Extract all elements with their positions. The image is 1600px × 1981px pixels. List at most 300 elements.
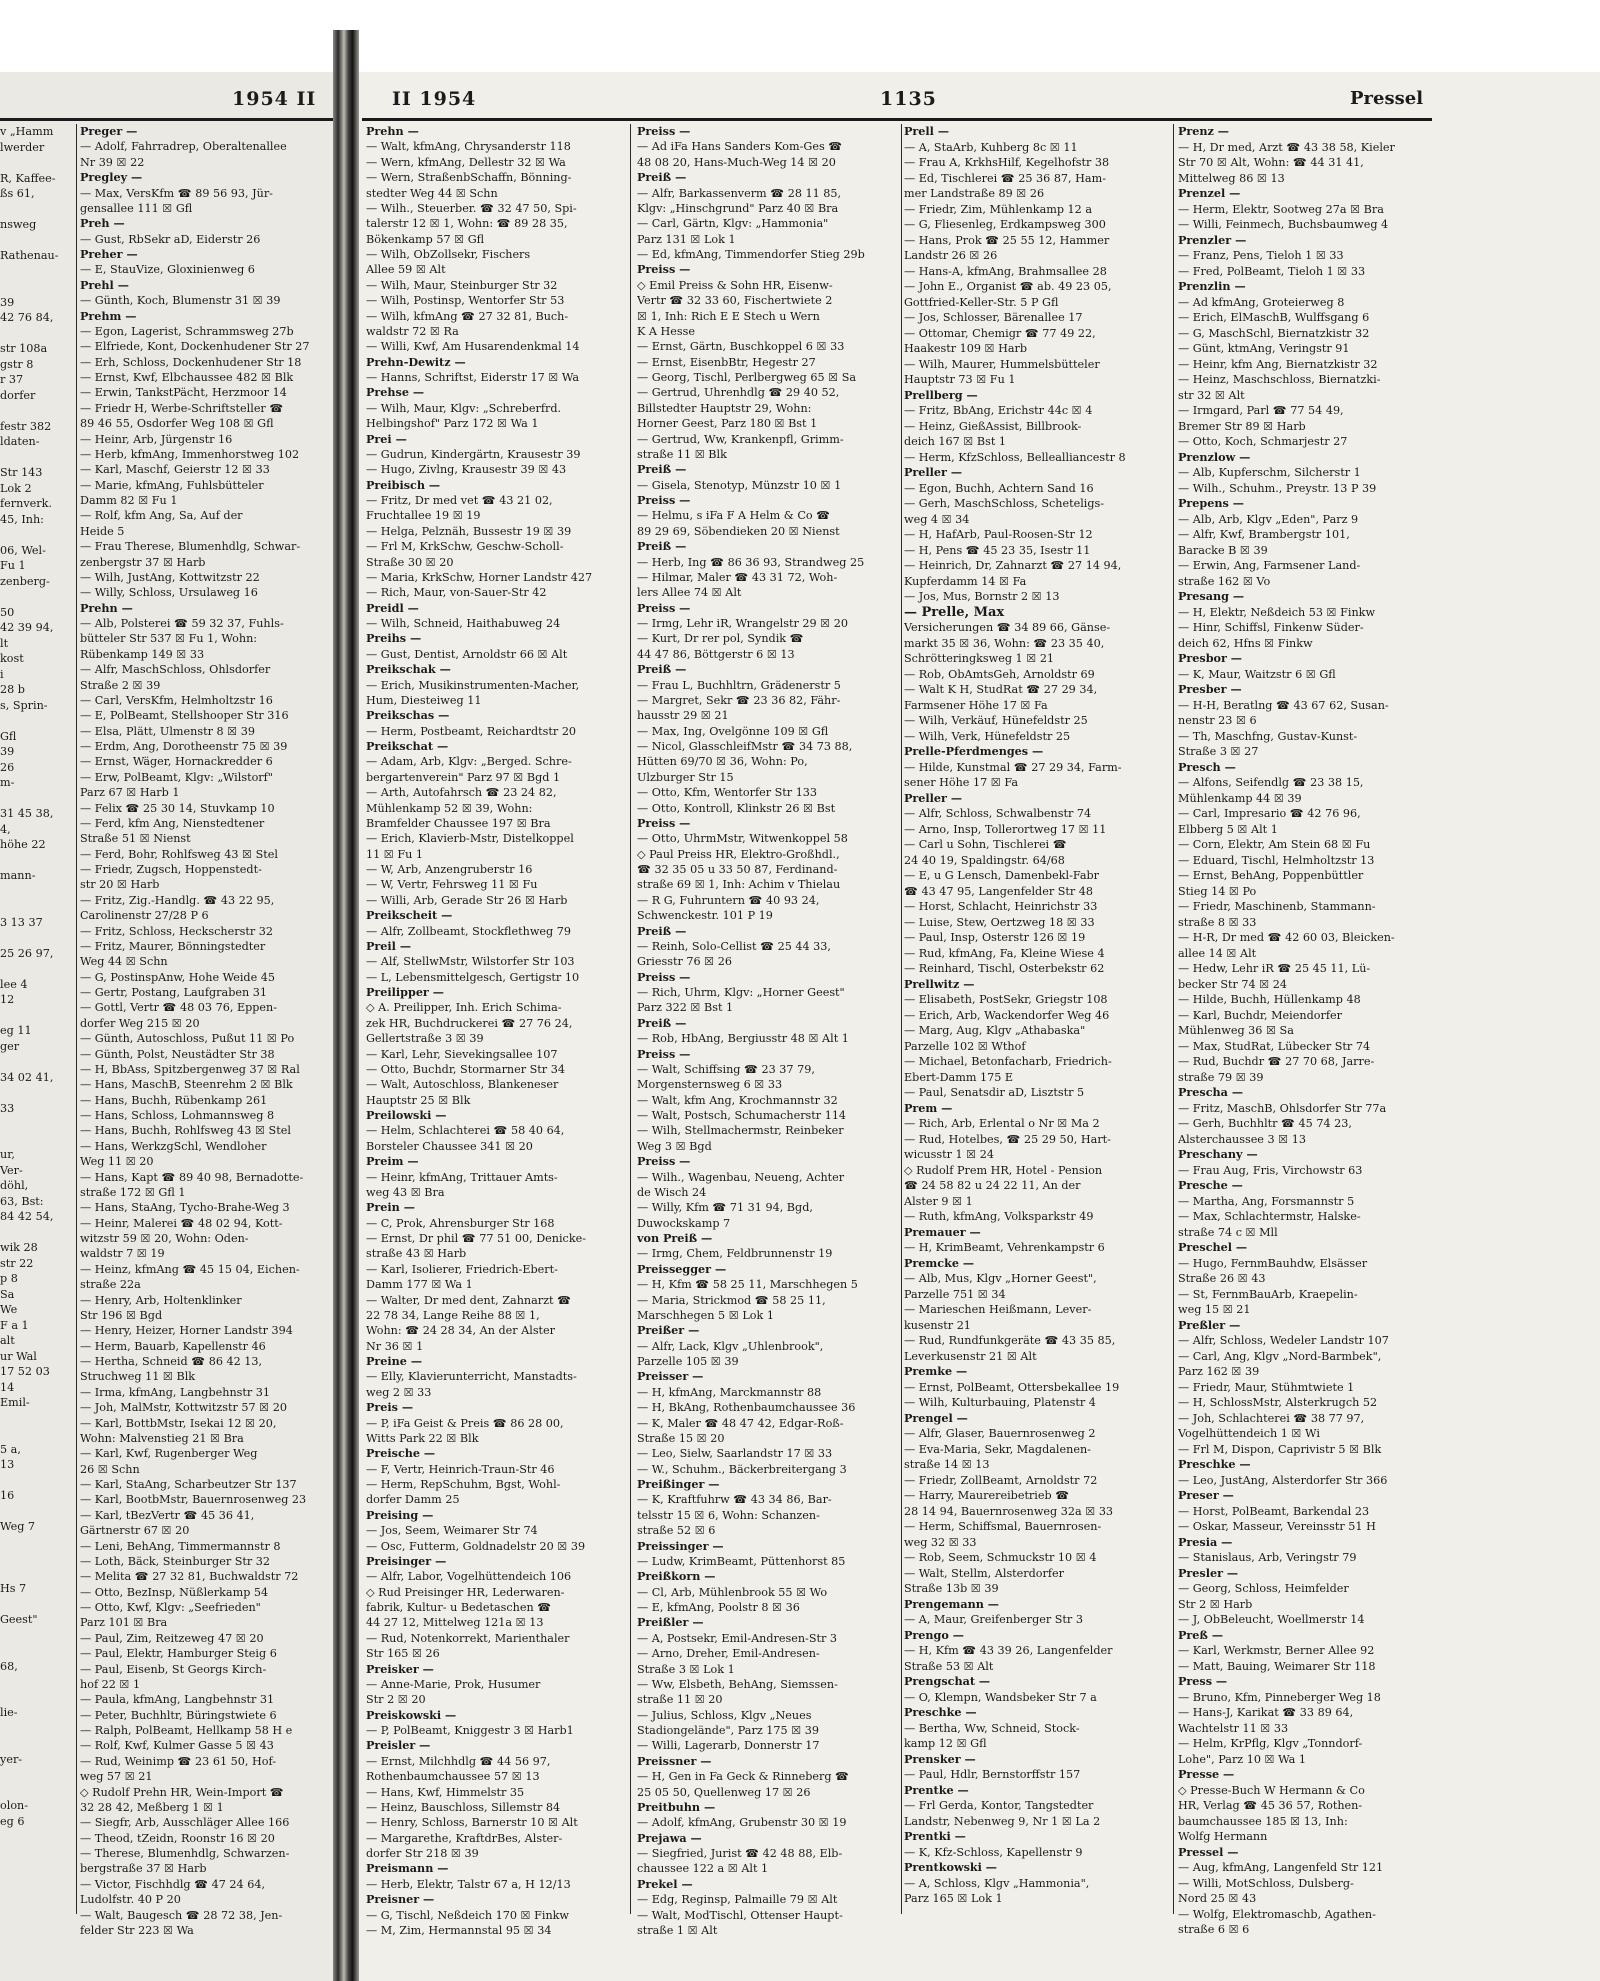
directory-line: 24 40 19, Spaldingstr. 64/68: [904, 853, 1065, 867]
directory-line: — Friedr, Maur, Stühmtwiete 1: [1178, 1380, 1355, 1394]
directory-line: [0, 884, 78, 900]
directory-line: [0, 1054, 78, 1070]
directory-line: Bramfelder Chaussee 197 ☒ Bra: [366, 816, 551, 830]
directory-line: — Harry, Maurereibetrieb ☎: [904, 1489, 1070, 1502]
directory-line: — E, u G Lensch, Damenbekl-Fabr: [904, 869, 1100, 882]
directory-line: Preiß —: [637, 1015, 687, 1030]
directory-line: straße 74 c ☒ Mll: [1178, 1225, 1278, 1239]
directory-line: Mühlenkamp 52 ☒ 39, Wohn:: [366, 801, 533, 815]
directory-line: Premke —: [904, 1364, 968, 1378]
directory-line: — Ernst, EisenbBtr, Hegestr 27: [637, 355, 816, 369]
directory-line: Rothenbaumchaussee 57 ☒ 13: [366, 1770, 540, 1784]
directory-line: — Alfr, MaschSchloss, Ohlsdorfer: [80, 663, 271, 677]
directory-line: — Frau Aug, Fris, Virchowstr 63: [1178, 1163, 1363, 1177]
directory-line: Preiss —: [637, 1046, 691, 1061]
directory-line: [0, 1116, 78, 1132]
directory-line: markt 35 ☒ 36, Wohn: ☎ 23 35 40,: [904, 636, 1105, 650]
directory-line: — Marie, kfmAng, Fuhlsbütteler: [80, 478, 264, 492]
directory-line: — Eva-Maria, Sekr, Magdalenen-: [904, 1442, 1091, 1456]
directory-line: — Karl, Lehr, Sievekingsallee 107: [366, 1047, 558, 1061]
directory-line: Weg 3 ☒ Bgd: [637, 1139, 712, 1153]
directory-line: — Oskar, Masseur, Vereinsstr 51 H: [1178, 1520, 1376, 1533]
directory-line: [0, 1783, 78, 1799]
directory-line: — Herb, Ing ☎ 86 36 93, Strandweg 25: [637, 555, 865, 569]
directory-line: Preising —: [366, 1507, 434, 1522]
directory-line: olon-: [0, 1799, 29, 1812]
directory-line: — Herm, Bauarb, Kapellenstr 46: [80, 1339, 266, 1353]
directory-line: — Fritz, Maurer, Bönningstedter: [80, 939, 266, 953]
directory-line: 25 05 50, Quellenweg 17 ☒ 26: [637, 1785, 811, 1799]
directory-line: Prentke —: [904, 1782, 969, 1797]
directory-line: — G, PostinspAnw, Hohe Weide 45: [80, 970, 276, 984]
directory-line: — Gertrud, Uhrenhdlg ☎ 29 40 52,: [637, 386, 840, 400]
directory-line: Prem —: [904, 1100, 953, 1115]
directory-line: Preihs —: [366, 631, 422, 646]
directory-line: — Heinz, kfmAng ☎ 45 15 04, Eichen-: [80, 1262, 300, 1276]
directory-line: 26: [0, 760, 15, 774]
directory-line: — Paul, Zim, Reitzeweg 47 ☒ 20: [80, 1631, 264, 1645]
right-page-year: II 1954: [392, 88, 477, 110]
directory-line: Preiskowski —: [366, 1707, 457, 1722]
directory-line: — Hans, Prok ☎ 25 55 12, Hammer: [904, 233, 1110, 247]
directory-line: — Rich, Maur, von-Sauer-Str 42: [366, 586, 547, 600]
directory-line: — John E., Organist ☎ ab. 49 23 05,: [904, 280, 1112, 293]
directory-line: 89 29 69, Söbendieken 20 ☒ Nienst: [637, 524, 840, 538]
directory-line: 4,: [0, 822, 11, 836]
directory-line: — Ralph, PolBeamt, Hellkamp 58 H e: [80, 1724, 293, 1737]
directory-line: — Frl M, Dispon, Caprivistr 5 ☒ Blk: [1178, 1442, 1382, 1456]
directory-line: straße 22a: [80, 1278, 141, 1292]
directory-line: — Fritz, Zig.-Handlg. ☎ 43 22 95,: [80, 893, 275, 907]
directory-line: hausstr 29 ☒ 21: [637, 709, 729, 723]
directory-line: Prehse —: [366, 385, 425, 400]
directory-line: 44 47 86, Böttgerstr 6 ☒ 13: [637, 647, 795, 661]
directory-line: fabrik, Kultur- u Bedetaschen ☎: [366, 1601, 552, 1614]
directory-line: Hs 7: [0, 1582, 27, 1595]
directory-line: s, Sprin-: [0, 698, 48, 712]
directory-line: i: [0, 667, 4, 681]
directory-line: Stadiongelände", Parz 175 ☒ 39: [637, 1724, 820, 1737]
directory-line: Carolinenstr 27/28 P 6: [80, 909, 209, 923]
directory-line: Prejawa —: [637, 1830, 702, 1845]
directory-line: — Elfriede, Kont, Dockenhudener Str 27: [80, 340, 310, 354]
directory-list: [1178, 124, 1432, 1938]
directory-line: [0, 589, 78, 605]
directory-line: — H, kfmAng, Marckmannstr 88: [637, 1385, 822, 1399]
directory-line: — Willy, Schloss, Ursulaweg 16: [80, 586, 258, 600]
directory-line: Presch —: [1178, 759, 1236, 774]
stub-list: [0, 124, 78, 1829]
directory-line: straße 6 ☒ 6: [1178, 1923, 1250, 1936]
directory-line: — Erw, PolBeamt, Klgv: „Wilstorf": [80, 770, 273, 784]
directory-line: — Alf, StellwMstr, Wilstorfer Str 103: [366, 955, 575, 969]
directory-line: — Willi, Lagerarb, Donnerstr 17: [637, 1739, 820, 1753]
directory-line: Wolfg Hermann: [1178, 1830, 1268, 1843]
directory-line: Parz 162 ☒ 39: [1178, 1365, 1260, 1378]
directory-line: Presbor —: [1178, 651, 1242, 665]
directory-line: — C, Prok, Ahrensburger Str 168: [366, 1216, 555, 1230]
directory-line: — Martha, Ang, Forsmannstr 5: [1178, 1194, 1355, 1208]
directory-line: — Alb, Kupferschm, Silcherstr 1: [1178, 466, 1361, 479]
directory-line: — H, Pens ☎ 45 23 35, Isestr 11: [904, 543, 1091, 557]
directory-line: ur Wal: [0, 1349, 37, 1363]
directory-line: chaussee 122 a ☒ Alt 1: [637, 1862, 769, 1876]
directory-line: straße 11 ☒ 20: [637, 1693, 723, 1707]
directory-line: Preis —: [366, 1400, 414, 1415]
directory-line: m-: [0, 776, 15, 789]
directory-line: Borsteler Chaussee 341 ☒ 20: [366, 1139, 533, 1153]
directory-line: Parzelle 102 ☒ Wthof: [904, 1039, 1026, 1053]
directory-line: höhe 22: [0, 838, 46, 851]
directory-line: Prellwitz —: [904, 976, 975, 991]
directory-line: festr 382: [0, 419, 52, 433]
directory-line: Vertr ☎ 32 33 60, Fischertwiete 2: [637, 294, 833, 308]
directory-line: — K, Maur, Waitzstr 6 ☒ Gfl: [1178, 667, 1336, 681]
directory-line: Preikschat —: [366, 739, 449, 753]
directory-line: Straße 51 ☒ Nienst: [80, 832, 191, 846]
directory-line: [0, 1674, 78, 1690]
directory-line: — E, StauVize, Gloxinienweg 6: [80, 263, 255, 277]
directory-line: — Irmgard, Parl ☎ 77 54 49,: [1178, 404, 1344, 417]
directory-line: — H, KrimBeamt, Vehrenkampstr 6: [904, 1241, 1105, 1254]
directory-line: — Elly, Klavierunterricht, Manstadts-: [366, 1370, 577, 1384]
directory-line: zek HR, Buchdruckerei ☎ 27 76 24,: [366, 1016, 573, 1030]
directory-line: — Michael, Betonfacharb, Friedrich-: [904, 1055, 1112, 1068]
directory-line: straße 14 ☒ 13: [904, 1458, 990, 1471]
directory-line: [0, 264, 78, 280]
directory-line: Preißer —: [637, 1323, 700, 1338]
directory-line: Presber —: [1178, 682, 1242, 696]
directory-line: Helbingshof" Parz 172 ☒ Wa 1: [366, 417, 539, 431]
directory-line: [0, 1690, 78, 1706]
directory-line: weg 15 ☒ 21: [1178, 1303, 1251, 1316]
directory-line: Straße 26 ☒ 43: [1178, 1272, 1266, 1285]
directory-line: — Wolfg, Elektromaschb, Agathen-: [1178, 1907, 1376, 1921]
directory-line: Preiß —: [637, 923, 687, 938]
directory-line: — Ernst, Wäger, Hornackredder 6: [80, 755, 273, 769]
directory-line: Preschke —: [904, 1705, 977, 1719]
directory-line: lwerder: [0, 140, 45, 154]
directory-line: — Leo, JustAng, Alsterdorfer Str 366: [1178, 1473, 1388, 1487]
directory-line: gensallee 111 ☒ Gfl: [80, 201, 193, 215]
directory-line: — Carl, Impresario ☎ 42 76 96,: [1178, 807, 1361, 820]
directory-line: — Erwin, Ang, Farmsener Land-: [1178, 559, 1361, 572]
directory-line: — E, kfmAng, Poolstr 8 ☒ 36: [637, 1601, 800, 1614]
directory-line: — Rud, Notenkorrekt, Marienthaler: [366, 1631, 570, 1645]
directory-line: — Adolf, kfmAng, Grubenstr 30 ☒ 19: [637, 1816, 847, 1830]
directory-line: — Wilh, Schneid, Haithabuweg 24: [366, 617, 561, 630]
directory-line: — Karl, Kwf, Rugenberger Weg: [80, 1447, 258, 1461]
directory-line: — Wilh., Steuerber. ☎ 32 47 50, Spi-: [366, 201, 577, 215]
directory-line: Wohn: Malvenstieg 21 ☒ Bra: [80, 1431, 244, 1445]
directory-line: — Karl, Maschf, Geierstr 12 ☒ 33: [80, 463, 270, 477]
directory-line: — G, Fliesenleg, Erdkampsweg 300: [904, 218, 1106, 231]
directory-line: Leverkusenstr 21 ☒ Alt: [904, 1349, 1037, 1363]
directory-line: Witts Park 22 ☒ Blk: [366, 1431, 479, 1445]
directory-line: — Cl, Arb, Mühlenbrook 55 ☒ Wo: [637, 1585, 828, 1599]
directory-line: — Heinr, Malerei ☎ 48 02 94, Kott-: [80, 1216, 283, 1230]
directory-line: Straße 13b ☒ 39: [904, 1582, 999, 1595]
directory-line: Preilowski —: [366, 1108, 447, 1122]
directory-line: — Herb, Elektr, Talstr 67 a, H 12/13: [366, 1877, 571, 1891]
directory-line: [0, 450, 78, 466]
directory-line: — W, Vertr, Fehrsweg 11 ☒ Fu: [366, 878, 538, 892]
directory-line: dorfer Str 218 ☒ 39: [366, 1847, 479, 1860]
directory-line: — Günt, ktmAng, Veringstr 91: [1178, 342, 1350, 355]
directory-line: — Otto, BezInsp, Nüßlerkamp 54: [80, 1585, 269, 1599]
directory-line: Nr 39 ☒ 22: [80, 155, 145, 169]
directory-line: wik 28: [0, 1241, 38, 1254]
directory-line: Prentkowski —: [904, 1860, 997, 1874]
directory-line: — Alb, Arb, Klgv „Eden", Parz 9: [1178, 512, 1359, 526]
directory-line: — Horst, Schlacht, Heinrichstr 33: [904, 900, 1098, 913]
directory-line: Prengemann —: [904, 1596, 999, 1611]
directory-line: Horner Geest, Parz 180 ☒ Bst 1: [637, 417, 818, 431]
directory-line: — Melita ☎ 27 32 81, Buchwaldstr 72: [80, 1570, 299, 1584]
directory-line: — Herm, KfzSchloss, Bellealliancestr 8: [904, 450, 1126, 464]
directory-line: ☎ 24 58 82 u 24 22 11, An der: [904, 1179, 1081, 1192]
directory-line: Preller —: [904, 465, 963, 479]
directory-line: von Preiß —: [637, 1231, 713, 1245]
directory-line: Prein —: [366, 1200, 415, 1215]
directory-line: — Karl, Werkmstr, Berner Allee 92: [1178, 1644, 1375, 1657]
directory-line: — Rud, Buchdr ☎ 27 70 68, Jarre-: [1178, 1055, 1375, 1068]
directory-line: wicusstr 1 ☒ 24: [904, 1148, 995, 1161]
directory-line: — Leo, Sielw, Saarlandstr 17 ☒ 33: [637, 1447, 833, 1461]
directory-line: nenstr 23 ☒ 6: [1178, 714, 1257, 727]
directory-line: Press —: [1178, 1674, 1228, 1688]
directory-line: — Willy, Kfm ☎ 71 31 94, Bgd,: [637, 1201, 813, 1215]
directory-line: — P, iFa Geist & Preis ☎ 86 28 00,: [366, 1416, 564, 1430]
directory-line: Preißinger —: [637, 1477, 720, 1491]
directory-line: ☎ 32 35 05 u 33 50 87, Ferdinand-: [637, 863, 838, 876]
directory-line: — Adam, Arb, Klgv: „Berged. Schre-: [366, 755, 572, 769]
directory-line: straße 162 ☒ Vo: [1178, 574, 1271, 588]
directory-line: [0, 1504, 78, 1520]
directory-line: — Erh, Schloss, Dockenhudener Str 18: [80, 355, 302, 369]
directory-line: Preger —: [80, 124, 138, 138]
directory-line: Prenz —: [1178, 124, 1229, 138]
directory-line: straße 172 ☒ Gfl 1: [80, 1185, 186, 1199]
directory-line: [0, 1411, 78, 1427]
directory-line: Straße 2 ☒ 39: [80, 678, 161, 692]
directory-list: [80, 124, 332, 1938]
directory-line: — Wilh, Verkäuf, Hünefeldstr 25: [904, 714, 1088, 727]
directory-line: 84 42 54,: [0, 1210, 54, 1223]
page-number: 1135: [880, 88, 937, 110]
directory-line: — Helmu, s iFa F A Helm & Co ☎: [637, 509, 831, 523]
directory-line: Preser —: [1178, 1488, 1234, 1502]
directory-line: — Friedr H, Werbe-Schriftsteller ☎: [80, 401, 284, 415]
directory-line: Gfl: [0, 729, 17, 743]
directory-line: — Hans, MaschB, Steenrehm 2 ☒ Blk: [80, 1078, 293, 1092]
directory-line: Parzelle 751 ☒ 34: [904, 1287, 1006, 1301]
directory-line: Farmsener Höhe 17 ☒ Fa: [904, 698, 1048, 712]
directory-line: — Ernst, BehAng, Poppenbüttler: [1178, 869, 1364, 882]
directory-line: — Alfr, Schloss, Wedeler Landstr 107: [1178, 1334, 1389, 1347]
directory-line: — Helm, KrPflg, Klgv „Tonndorf-: [1178, 1737, 1363, 1750]
directory-line: — Julius, Schloss, Klgv „Neues: [637, 1708, 812, 1722]
directory-line: — Paul, Insp, Osterstr 126 ☒ 19: [904, 931, 1086, 944]
directory-line: 22 78 34, Lange Reihe 88 ☒ 1,: [366, 1308, 540, 1322]
directory-line: — Günth, Autoschloss, Pußut 11 ☒ Po: [80, 1032, 295, 1046]
directory-line: Preissegger —: [637, 1261, 727, 1276]
directory-line: ◇ Rud Preisinger HR, Lederwaren-: [366, 1585, 565, 1599]
directory-line: — Hans-J, Karikat ☎ 33 89 64,: [1178, 1706, 1354, 1719]
directory-line: 34 02 41,: [0, 1070, 54, 1084]
directory-line: Prellberg —: [904, 387, 978, 402]
directory-line: [0, 1628, 78, 1644]
directory-line: — Fritz, MaschB, Ohlsdorfer Str 77a: [1178, 1101, 1387, 1115]
directory-line: Weg 11 ☒ 20: [80, 1155, 154, 1169]
directory-line: straße 11 ☒ Blk: [637, 447, 727, 461]
directory-line: Preschel —: [1178, 1240, 1248, 1254]
directory-line: straße 8 ☒ 33: [1178, 915, 1257, 929]
directory-line: — Wilh, Stellmachermstr, Reinbeker: [637, 1124, 844, 1138]
directory-line: Prengo —: [904, 1627, 964, 1642]
directory-line: — Wilh, Maur, Steinburger Str 32: [366, 278, 558, 292]
directory-line: Preßler —: [1178, 1317, 1241, 1332]
directory-line: ☎ 43 47 95, Langenfelder Str 48: [904, 884, 1094, 898]
directory-line: 28 14 94, Bauernrosenweg 32a ☒ 33: [904, 1504, 1114, 1518]
directory-line: — Helm, Schlachterei ☎ 58 40 64,: [366, 1124, 565, 1138]
directory-line: Vogelhüttendeich 1 ☒ Wi: [1178, 1427, 1320, 1440]
directory-line: — Hans, Buchh, Rübenkamp 261: [80, 1093, 268, 1107]
directory-line: — Egon, Lagerist, Schrammsweg 27b: [80, 324, 294, 338]
directory-column-1: [366, 124, 620, 1939]
directory-line: 33: [0, 1101, 15, 1115]
directory-line: Premauer —: [904, 1224, 981, 1239]
directory-line: ◇ Presse-Buch W Hermann & Co: [1178, 1783, 1365, 1797]
directory-line: [0, 1550, 78, 1566]
directory-line: deich 62, Hfns ☒ Finkw: [1178, 636, 1313, 650]
directory-line: Straße 30 ☒ 20: [366, 555, 454, 569]
directory-line: — Ernst, PolBeamt, Ottersbekallee 19: [904, 1380, 1120, 1394]
directory-line: — Alfr, Schloss, Schwalbenstr 74: [904, 807, 1092, 820]
directory-line: straße 79 ☒ 39: [1178, 1070, 1264, 1084]
directory-line: Preiß —: [637, 462, 687, 477]
directory-line: Preikschas —: [366, 708, 450, 723]
directory-line: — Friedr, ZollBeamt, Arnoldstr 72: [904, 1473, 1098, 1487]
directory-line: Gellertstraße 3 ☒ 39: [366, 1032, 484, 1046]
directory-column-2: [637, 124, 901, 1939]
directory-line: [0, 1473, 78, 1489]
directory-line: [0, 326, 78, 342]
directory-line: [0, 1085, 78, 1101]
directory-line: — Wilh, ObZollsekr, Fischers: [366, 248, 531, 261]
directory-line: — Erich, Musikinstrumenten-Macher,: [366, 678, 580, 692]
directory-line: Alsterchaussee 3 ☒ 13: [1178, 1132, 1306, 1146]
directory-line: — Gerh, MaschSchloss, Scheteligs-: [904, 497, 1105, 510]
directory-line: — Ed, kfmAng, Timmendorfer Stieg 29b: [637, 248, 865, 261]
directory-line: ◇ Rudolf Prehn HR, Wein-Import ☎: [80, 1785, 284, 1799]
directory-line: — Otto, Koch, Schmarjestr 27: [1178, 435, 1348, 448]
directory-line: — Carl, Ang, Klgv „Nord-Barmbek",: [1178, 1349, 1382, 1363]
directory-line: — Alfr, Barkassenverm ☎ 28 11 85,: [637, 186, 842, 200]
directory-line: 45, Inh:: [0, 512, 44, 526]
directory-line: — Hilde, Buchh, Hüllenkamp 48: [1178, 993, 1361, 1006]
directory-line: — Hugo, FernmBauhdw, Elsässer: [1178, 1256, 1368, 1270]
directory-line: — Henry, Schloss, Barnerstr 10 ☒ Alt: [366, 1816, 578, 1830]
directory-line: — Arth, Autofahrsch ☎ 23 24 82,: [366, 786, 557, 800]
directory-line: — Hanns, Schriftst, Eiderstr 17 ☒ Wa: [366, 371, 580, 384]
directory-line: — Kurt, Dr rer pol, Syndik ☎: [637, 632, 804, 646]
directory-line: eg 6: [0, 1814, 25, 1828]
directory-line: Wachtelstr 11 ☒ 33: [1178, 1721, 1289, 1735]
directory-line: Preiss —: [637, 124, 691, 138]
directory-line: [0, 1721, 78, 1737]
directory-line: Preller —: [904, 790, 963, 805]
header-rule-left: [0, 118, 333, 121]
directory-line: — H, BkAng, Rothenbaumchaussee 36: [637, 1401, 856, 1415]
directory-line: [0, 1643, 78, 1659]
directory-line: [0, 279, 78, 295]
directory-line: — Wilh, Kulturbauing, Platenstr 4: [904, 1396, 1096, 1409]
directory-line: 42 39 94,: [0, 621, 54, 634]
directory-line: 28 b: [0, 683, 25, 696]
directory-line: — Jos, Seem, Weimarer Str 74: [366, 1524, 538, 1538]
directory-line: 63, Bst:: [0, 1194, 44, 1208]
directory-line: — Adolf, Fahrradrep, Oberaltenallee: [80, 140, 287, 154]
directory-line: — Karl, Isolierer, Friedrich-Ebert-: [366, 1262, 558, 1276]
directory-line: Parz 131 ☒ Lok 1: [637, 232, 736, 246]
directory-line: 89 46 55, Osdorfer Weg 108 ☒ Gfl: [80, 417, 274, 431]
directory-line: — Maria, Strickmod ☎ 58 25 11,: [637, 1293, 826, 1307]
directory-line: Hum, Diesteiweg 11: [366, 693, 482, 707]
directory-line: Schrötteringksweg 1 ☒ 21: [904, 652, 1055, 665]
directory-line: Nr 36 ☒ 1: [366, 1339, 424, 1353]
directory-line: — Fritz, BbAng, Erichstr 44c ☒ 4: [904, 404, 1093, 417]
directory-line: Prensker —: [904, 1751, 976, 1766]
directory-line: — Ludw, KrimBeamt, Püttenhorst 85: [637, 1554, 846, 1568]
directory-line: — Ernst, Gärtn, Buschkoppel 6 ☒ 33: [637, 340, 845, 354]
directory-line: Presse —: [1178, 1767, 1235, 1781]
directory-line: — Walt, Autoschloss, Blankeneser: [366, 1078, 559, 1092]
directory-column-3: [904, 124, 1171, 1939]
directory-line: — Heinr, kfm Ang, Biernatzkistr 32: [1178, 357, 1378, 371]
directory-line: Preißkorn —: [637, 1569, 716, 1584]
directory-line: ◇ Paul Preiss HR, Elektro-Großhdl.,: [637, 847, 840, 861]
directory-line: — Ed, Tischlerei ☎ 25 36 87, Ham-: [904, 171, 1106, 185]
directory-line: [0, 961, 78, 977]
directory-line: [0, 233, 78, 249]
directory-line: Preidl —: [366, 600, 419, 615]
directory-line: de Wisch 24: [637, 1185, 707, 1199]
directory-line: Gottfried-Keller-Str. 5 P Gfl: [904, 295, 1059, 309]
directory-line: Parz 101 ☒ Bra: [80, 1616, 168, 1630]
directory-line: — L, Lebensmittelgesch, Gertigstr 10: [366, 970, 580, 984]
directory-line: Prehn-Dewitz —: [366, 354, 466, 369]
directory-line: — Karl, StaAng, Scharbeutzer Str 137: [80, 1478, 297, 1491]
directory-list: [904, 124, 1171, 1907]
directory-line: — Hans, Buchh, Rohlfsweg 43 ☒ Stel: [80, 1124, 291, 1138]
directory-line: — Karl, tBezVertr ☎ 45 36 41,: [80, 1508, 255, 1522]
directory-line: — K, Kraftfuhrw ☎ 43 34 86, Bar-: [637, 1493, 832, 1507]
directory-line: 48 08 20, Hans-Much-Weg 14 ☒ 20: [637, 155, 836, 169]
directory-line: Sa: [0, 1287, 15, 1301]
directory-line: — Walt, ModTischl, Ottenser Haupt-: [637, 1908, 843, 1922]
directory-line: — Walter, Dr med dent, Zahnarzt ☎: [366, 1293, 572, 1307]
directory-line: — Walt K H, StudRat ☎ 27 29 34,: [904, 683, 1098, 696]
directory-line: — Paul, Eisenb, St Georgs Kirch-: [80, 1662, 267, 1676]
directory-line: — H, Kfm ☎ 43 39 26, Langenfelder: [904, 1644, 1113, 1657]
directory-line: — Rich, Arb, Erlental o Nr ☒ Ma 2: [904, 1117, 1100, 1130]
directory-line: — Gust, RbSekr aD, Eiderstr 26: [80, 232, 261, 246]
directory-line: Str 2 ☒ Harb: [1178, 1597, 1253, 1611]
directory-line: — Heinz, Maschschloss, Biernatzki-: [1178, 373, 1381, 386]
directory-line: zenberg-: [0, 574, 50, 588]
directory-line: — Elsa, Plätt, Ulmenstr 8 ☒ 39: [80, 724, 255, 738]
